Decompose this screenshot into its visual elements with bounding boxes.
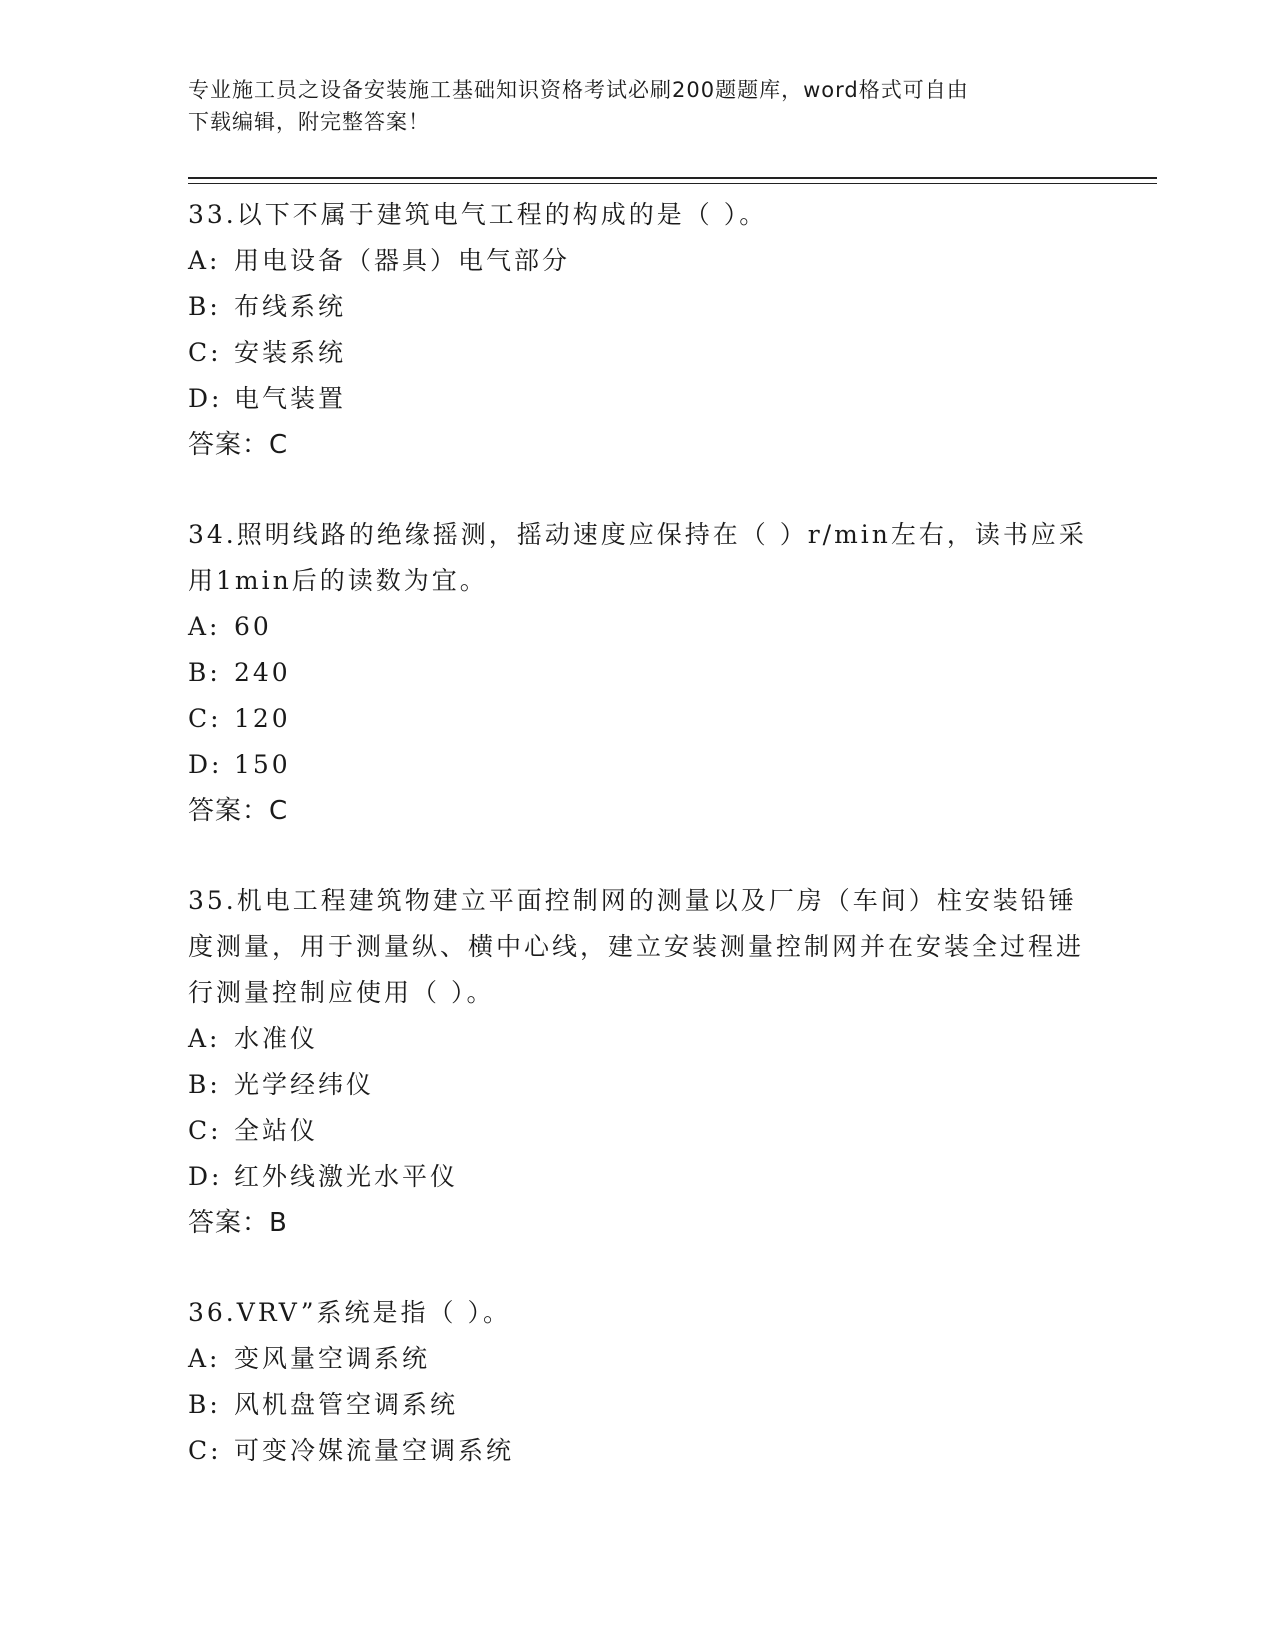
option-letter: B: bbox=[188, 1070, 221, 1099]
option-text: 全站仪 bbox=[234, 1116, 319, 1145]
option-letter: A: bbox=[188, 246, 221, 275]
option-letter: A: bbox=[188, 1344, 221, 1373]
option-letter: D: bbox=[188, 750, 223, 779]
option-a bbox=[188, 604, 1088, 650]
option-text: 布线系统 bbox=[234, 292, 347, 321]
question-36 bbox=[188, 1290, 1088, 1474]
option-letter: B: bbox=[188, 658, 221, 687]
header-line-1: 专业施工员之设备安装施工基础知识资格考试必刷200题题库，word格式可自由 bbox=[188, 78, 969, 102]
option-text: 光学经纬仪 bbox=[234, 1070, 375, 1099]
option-text: 120 bbox=[234, 704, 291, 733]
option-d bbox=[188, 376, 1088, 422]
option-text: 安装系统 bbox=[234, 338, 347, 367]
option-text: 电气装置 bbox=[234, 384, 347, 413]
option-letter: D: bbox=[188, 384, 223, 413]
option-b bbox=[188, 1062, 1088, 1108]
option-text: 60 bbox=[234, 612, 272, 641]
question-text: 33.以下不属于建筑电气工程的构成的是（ ）。 bbox=[188, 200, 768, 229]
option-text: 水准仪 bbox=[234, 1024, 319, 1053]
option-text: 240 bbox=[234, 658, 291, 687]
option-text: 150 bbox=[234, 750, 291, 779]
option-d bbox=[188, 742, 1088, 788]
question-list bbox=[188, 192, 1088, 1474]
question-35 bbox=[188, 878, 1088, 1246]
question-text: 35.机电工程建筑物建立平面控制网的测量以及厂房（车间）柱安装铅锤度测量，用于测量纵、横中心线，建立安装测量控制网并在安装全过程进行测量控制应使用（ ）。 bbox=[188, 886, 1085, 1007]
answer-line: 答案：C bbox=[188, 430, 289, 460]
header-line-2: 下载编辑，附完整答案！ bbox=[188, 110, 430, 134]
question-text: 36.VRV”系统是指（ ）。 bbox=[188, 1298, 511, 1327]
document-header bbox=[188, 74, 1088, 138]
option-c bbox=[188, 330, 1088, 376]
option-letter: B: bbox=[188, 1390, 221, 1419]
option-text: 变风量空调系统 bbox=[234, 1344, 431, 1373]
header-divider-thick bbox=[188, 177, 1157, 179]
question-spacer bbox=[188, 834, 1088, 878]
option-a bbox=[188, 238, 1088, 284]
option-letter: A: bbox=[188, 612, 221, 641]
option-letter: A: bbox=[188, 1024, 221, 1053]
option-letter: B: bbox=[188, 292, 221, 321]
question-text: 34.照明线路的绝缘摇测，摇动速度应保持在（ ）r/min左右，读书应采用1min后的读数为宜。 bbox=[188, 520, 1087, 595]
option-d bbox=[188, 1154, 1088, 1200]
question-spacer bbox=[188, 468, 1088, 512]
question-34 bbox=[188, 512, 1088, 834]
option-letter: C: bbox=[188, 1116, 222, 1145]
option-b bbox=[188, 1382, 1088, 1428]
header-divider-thin bbox=[188, 183, 1157, 184]
question-spacer bbox=[188, 1246, 1088, 1290]
option-letter: C: bbox=[188, 704, 222, 733]
option-text: 用电设备（器具）电气部分 bbox=[234, 246, 571, 275]
question-33 bbox=[188, 192, 1088, 468]
option-c bbox=[188, 1108, 1088, 1154]
option-letter: D: bbox=[188, 1162, 223, 1191]
option-a bbox=[188, 1336, 1088, 1382]
answer-line: 答案：C bbox=[188, 796, 289, 826]
option-letter: C: bbox=[188, 1436, 222, 1465]
option-text: 风机盘管空调系统 bbox=[234, 1390, 459, 1419]
option-c bbox=[188, 1428, 1088, 1474]
option-c bbox=[188, 696, 1088, 742]
answer-line: 答案：B bbox=[188, 1208, 288, 1238]
option-b bbox=[188, 284, 1088, 330]
option-b bbox=[188, 650, 1088, 696]
option-a bbox=[188, 1016, 1088, 1062]
option-text: 可变冷媒流量空调系统 bbox=[234, 1436, 515, 1465]
option-letter: C: bbox=[188, 338, 222, 367]
option-text: 红外线激光水平仪 bbox=[234, 1162, 459, 1191]
